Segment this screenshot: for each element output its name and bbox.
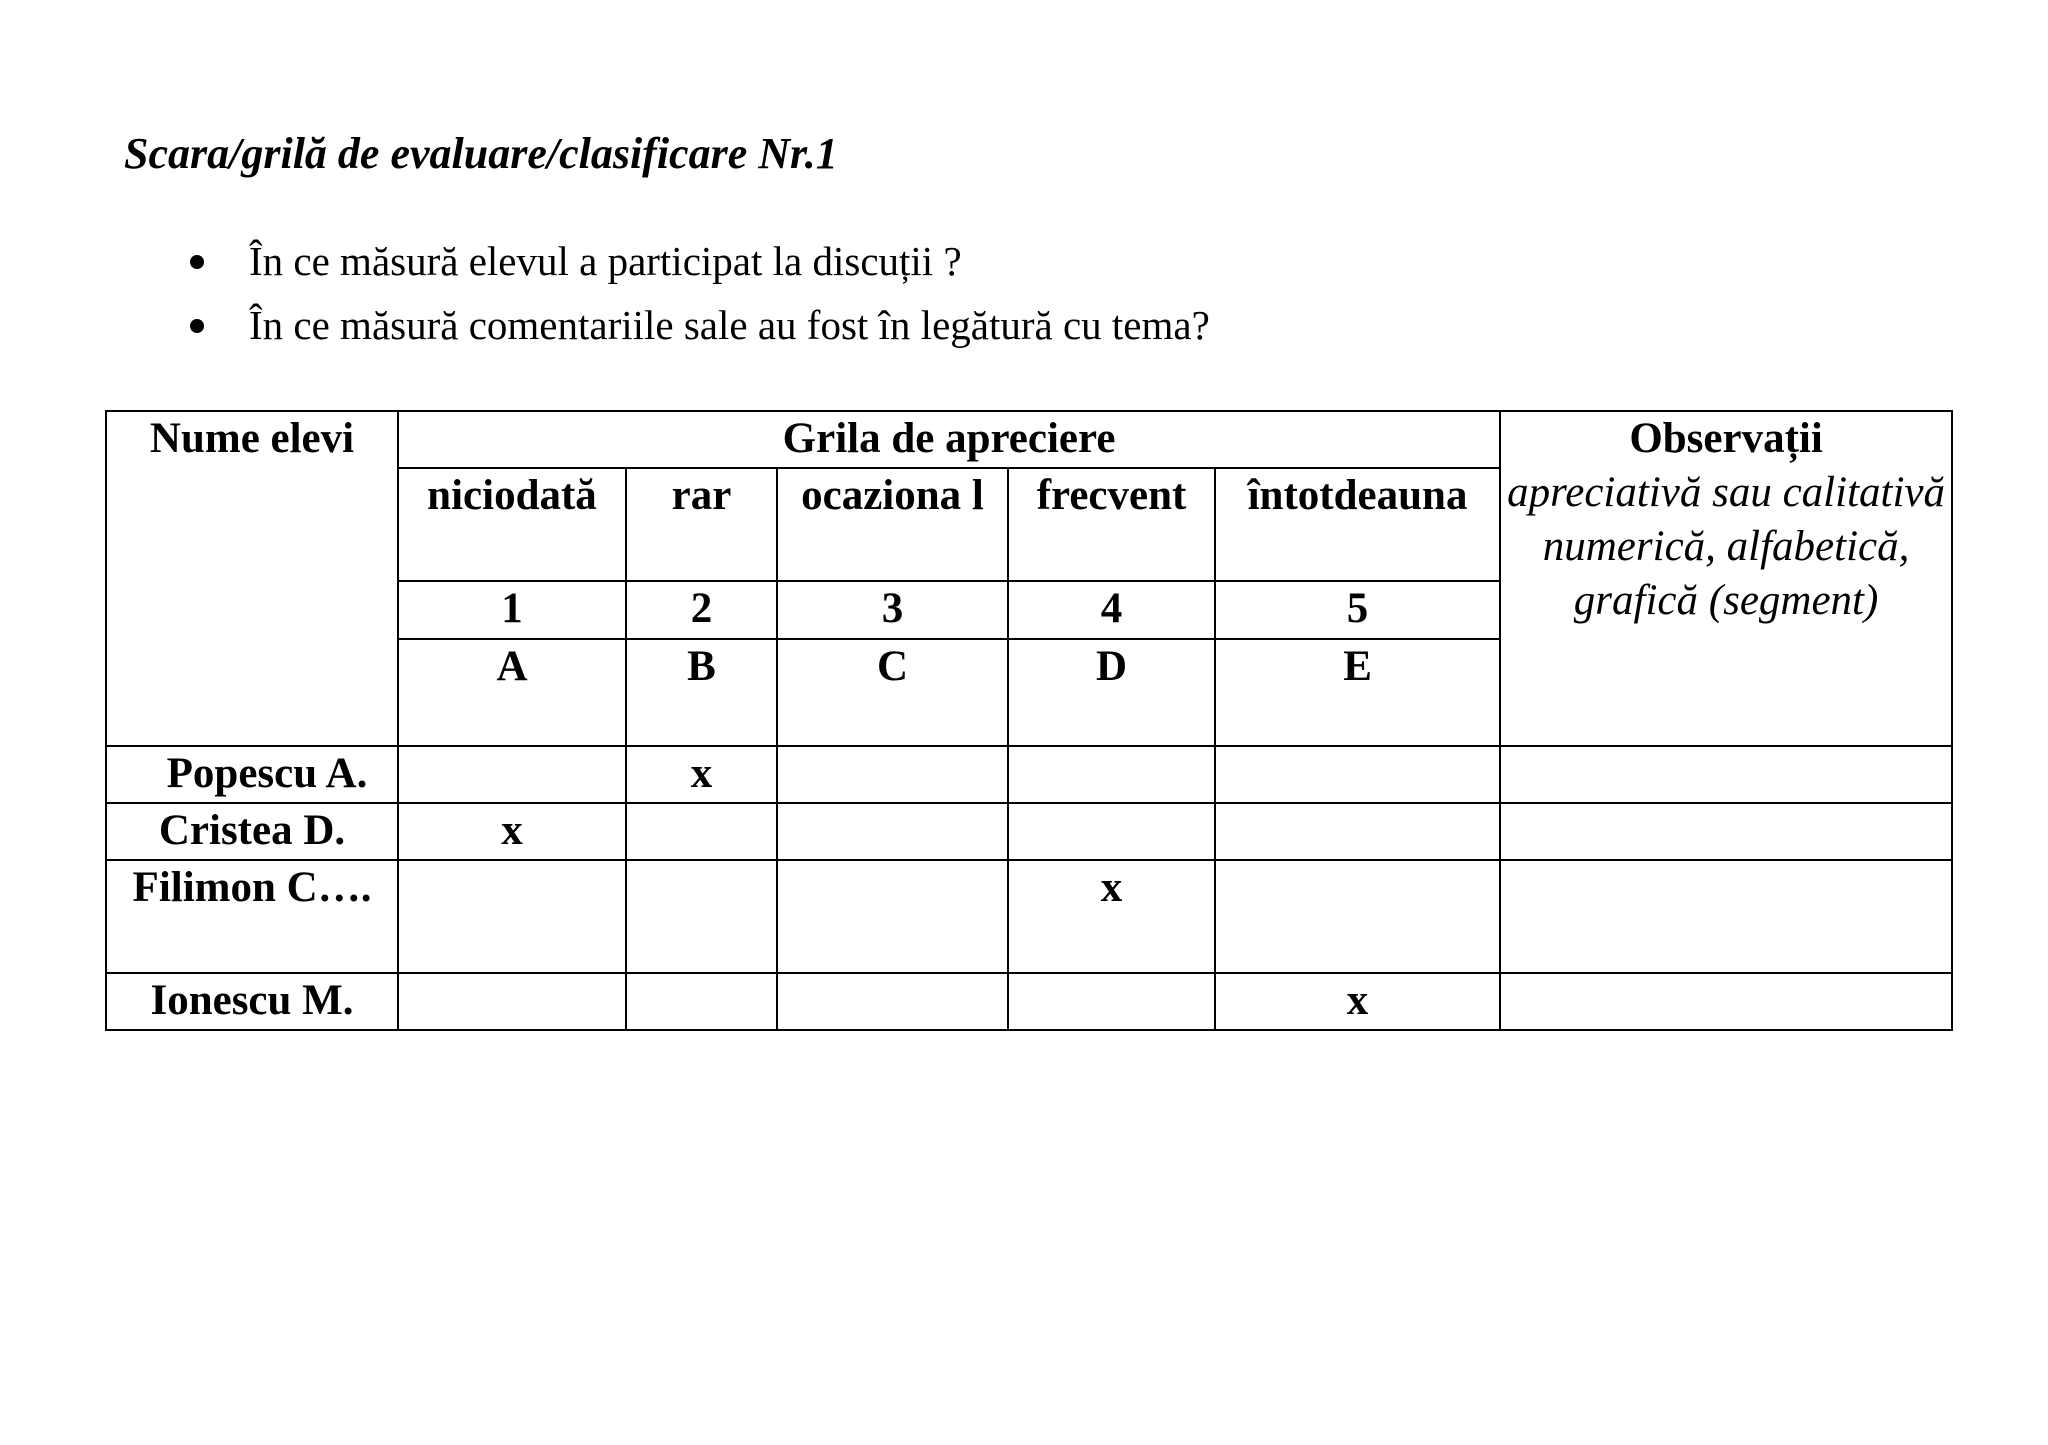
mark-cell [1215, 746, 1500, 803]
page-title: Scara/grilă de evaluare/clasificare Nr.1 [124, 129, 838, 178]
observations-title: Observații [1629, 415, 1823, 462]
scale-number: 5 [1215, 581, 1500, 639]
mark-cell: x [626, 746, 777, 803]
scale-number: 3 [777, 581, 1008, 639]
observation-cell [1500, 973, 1952, 1030]
mark-cell: x [1215, 973, 1500, 1030]
scale-letter: D [1008, 639, 1215, 746]
scale-label: rar [671, 472, 732, 519]
mark-cell: x [1008, 860, 1215, 973]
mark-cell [777, 803, 1008, 860]
table-row [106, 860, 1952, 973]
mark-cell: x [398, 803, 626, 860]
mark-cell [626, 973, 777, 1030]
mark-cell [626, 860, 777, 973]
question-text: În ce măsură comentariile sale au fost în legătură cu tema? [249, 302, 1210, 348]
name-column-header: Nume elevi [106, 411, 398, 746]
scale-label: întotdeauna [1247, 472, 1468, 519]
observation-cell [1500, 803, 1952, 860]
mark-cell [777, 860, 1008, 973]
scale-label-cell [1008, 468, 1215, 581]
question-text: În ce măsură elevul a participat la discuții ? [249, 238, 962, 284]
mark-cell [1215, 860, 1500, 973]
header-row-title [106, 411, 1952, 468]
observations-note: apreciativă sau calitativă numerică, alfabetică, grafică (segment) [1507, 469, 1945, 624]
scale-letter: B [626, 639, 777, 746]
student-name: Cristea D. [106, 803, 398, 860]
scale-label-cell [626, 468, 777, 581]
student-name: Filimon C…. [106, 860, 398, 973]
student-name: Popescu A. [106, 746, 398, 803]
mark-cell [1215, 803, 1500, 860]
scale-label-cell [398, 468, 626, 581]
table-row [106, 803, 1952, 860]
scale-label-cell [777, 468, 1008, 581]
scale-number: 1 [398, 581, 626, 639]
bullet-icon [190, 319, 204, 333]
mark-cell [398, 973, 626, 1030]
mark-cell [1008, 973, 1215, 1030]
observation-cell [1500, 746, 1952, 803]
mark-cell [777, 973, 1008, 1030]
mark-cell [626, 803, 777, 860]
scale-label: ocaziona l [801, 472, 984, 519]
mark-cell [1008, 803, 1215, 860]
evaluation-grid-table [105, 410, 1953, 1031]
mark-cell [1008, 746, 1215, 803]
observations-column-header [1500, 411, 1952, 746]
student-name: Ionescu M. [106, 973, 398, 1030]
mark-cell [398, 860, 626, 973]
scale-letter: A [398, 639, 626, 746]
table-row [106, 973, 1952, 1030]
grid-column-header: Grila de apreciere [398, 411, 1500, 468]
scale-letter: C [777, 639, 1008, 746]
bullet-icon [190, 255, 204, 269]
scale-label-cell [1215, 468, 1500, 581]
scale-label: niciodată [427, 472, 597, 519]
observation-cell [1500, 860, 1952, 973]
scale-letter: E [1215, 639, 1500, 746]
scale-number: 4 [1008, 581, 1215, 639]
scale-number: 2 [626, 581, 777, 639]
mark-cell [398, 746, 626, 803]
table-row [106, 746, 1952, 803]
scale-label: frecvent [1036, 472, 1187, 519]
mark-cell [777, 746, 1008, 803]
